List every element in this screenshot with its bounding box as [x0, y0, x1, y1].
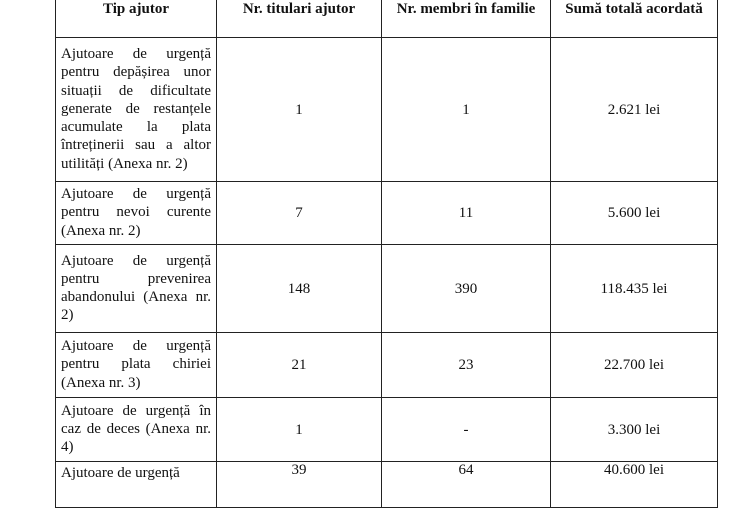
- holders-cell: 148: [217, 245, 382, 333]
- aid-type-cell: Ajutoare de urgență în caz de deces (Anexa nr. 4): [56, 398, 217, 462]
- members-cell: 23: [382, 333, 551, 398]
- amount-cell: 118.435 lei: [551, 245, 718, 333]
- members-cell: 64: [382, 462, 551, 508]
- table-row: [56, 462, 718, 508]
- amount-cell: 5.600 lei: [551, 182, 718, 245]
- aid-type-cell: Ajutoare de urgență pentru depășirea unor situații de dificultate generate de restanțele acumulate la plata întreținerii sau a altor utilități (Anexa nr. 2): [56, 38, 217, 182]
- holders-cell: 21: [217, 333, 382, 398]
- table-row: [56, 245, 718, 333]
- table-header-row: [56, 0, 718, 38]
- amount-cell: 3.300 lei: [551, 398, 718, 462]
- table-row: [56, 398, 718, 462]
- aid-type-cell: Ajutoare de urgență: [56, 462, 217, 508]
- header-aid-type: Tip ajutor: [56, 0, 217, 38]
- members-cell: 11: [382, 182, 551, 245]
- aid-type-cell: Ajutoare de urgență pentru prevenirea abandonului (Anexa nr. 2): [56, 245, 217, 333]
- emergency-aid-table: [55, 0, 718, 508]
- aid-type-cell: Ajutoare de urgență pentru plata chiriei (Anexa nr. 3): [56, 333, 217, 398]
- table-row: [56, 38, 718, 182]
- holders-cell: 39: [217, 462, 382, 508]
- amount-cell: 40.600 lei: [551, 462, 718, 508]
- members-cell: 1: [382, 38, 551, 182]
- table-row: [56, 333, 718, 398]
- amount-cell: 2.621 lei: [551, 38, 718, 182]
- header-holders-count: Nr. titulari ajutor: [217, 0, 382, 38]
- holders-cell: 1: [217, 38, 382, 182]
- holders-cell: 7: [217, 182, 382, 245]
- table-row: [56, 182, 718, 245]
- members-cell: 390: [382, 245, 551, 333]
- amount-cell: 22.700 lei: [551, 333, 718, 398]
- holders-cell: 1: [217, 398, 382, 462]
- aid-type-cell: Ajutoare de urgență pentru nevoi curente (Anexa nr. 2): [56, 182, 217, 245]
- header-family-members: Nr. membri în familie: [382, 0, 551, 38]
- members-cell: -: [382, 398, 551, 462]
- header-total-amount: Sumă totală acordată: [551, 0, 718, 38]
